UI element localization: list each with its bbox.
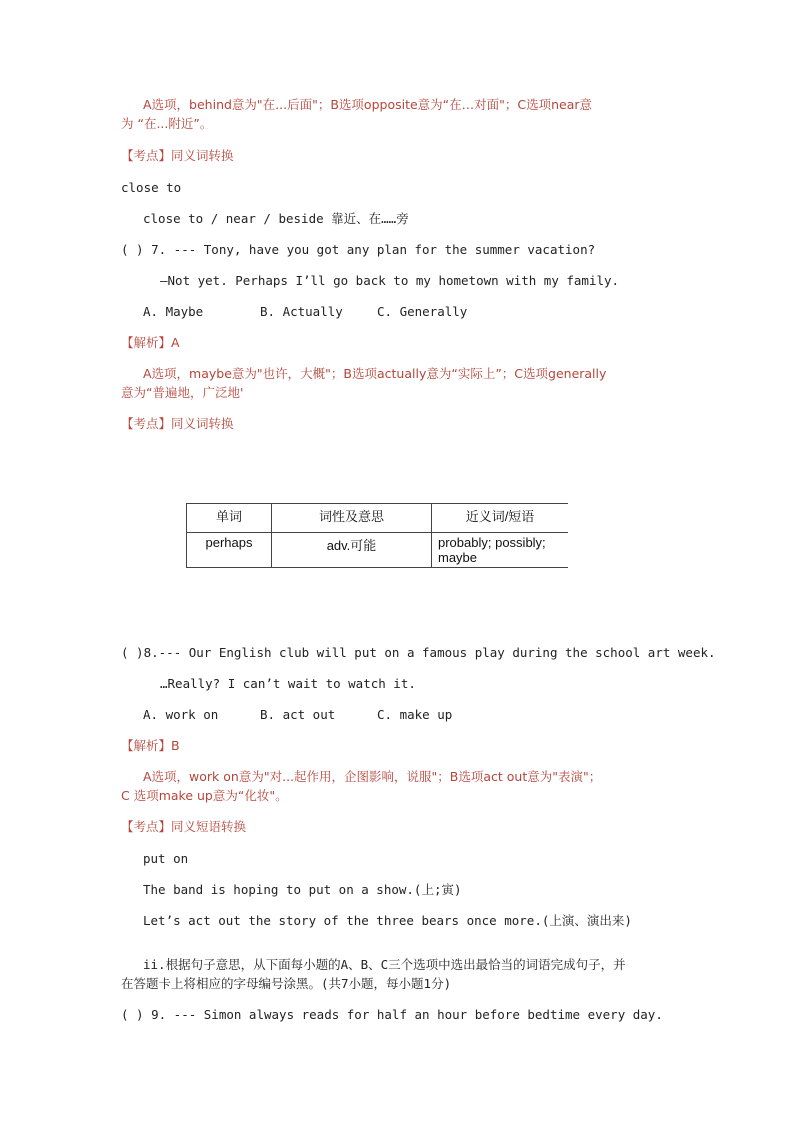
kaodian-label: 【考点】同义词转换 (121, 416, 234, 431)
example-sentence: Let’s act out the story of the three bears once more.(上演、演出来) (143, 913, 632, 928)
kaodian-label: 【考点】同义短语转换 (121, 819, 247, 834)
table-header-cell: 词性及意思 (272, 504, 432, 533)
option-b: B. act out (260, 707, 336, 722)
jiexi-label: 【解析】B (121, 738, 180, 753)
synonym-line: close to / near / beside 靠近、在……旁 (143, 211, 409, 226)
section-instruction: 在答题卡上将相应的字母编号涂黑。(共7小题，每小题1分) (121, 976, 452, 991)
explanation-line: A选项，maybe意为"也许，大概"；B选项actually意为“实际上”；C选项generally (143, 366, 607, 381)
explanation-line: A选项，behind意为"在...后面"；B选项opposite意为“在…对面"；C选项near意 (143, 97, 593, 112)
explanation-line: 为 “在...附近”。 (121, 116, 213, 131)
example-sentence: The band is hoping to put on a show.(上;寅) (143, 882, 462, 897)
table-cell: probably; possibly; maybe (432, 533, 569, 568)
explanation-line: 意为“普遍地，广泛地' (121, 385, 244, 400)
table-cell: perhaps (187, 533, 272, 568)
question-reply: …Really? I can’t wait to watch it. (160, 676, 416, 691)
section-instruction: ii.根据句子意思，从下面每小题的A、B、C三个选项中选出最恰当的词语完成句子，并 (143, 957, 626, 972)
table-header-cell: 近义词/短语 (432, 504, 569, 533)
table-header-cell: 单词 (187, 504, 272, 533)
table-cell: adv.可能 (272, 533, 432, 568)
explanation-line: C 选项make up意为“化妆"。 (121, 788, 288, 803)
keyword: close to (121, 180, 182, 195)
jiexi-label: 【解析】A (121, 335, 180, 350)
table-row (187, 533, 569, 568)
question-stem: ( ) 9. --- Simon always reads for half an hour before bedtime every day. (121, 1007, 663, 1022)
option-c: C. make up (377, 707, 453, 722)
option-a: A. Maybe (143, 304, 204, 319)
option-b: B. Actually (260, 304, 343, 319)
question-reply: —Not yet. Perhaps I’ll go back to my hometown with my family. (160, 273, 620, 288)
question-stem: ( ) 7. --- Tony, have you got any plan for the summer vacation? (121, 242, 596, 257)
keyword: put on (143, 851, 189, 866)
explanation-line: A选项，work on意为"对...起作用，企图影响，说服"；B选项act out意为"表演"； (143, 769, 602, 784)
vocab-table (186, 503, 568, 568)
kaodian-label: 【考点】同义词转换 (121, 148, 234, 163)
option-a: A. work on (143, 707, 219, 722)
option-c: C. Generally (377, 304, 468, 319)
table-header-row (187, 504, 569, 533)
question-stem: ( )8.--- Our English club will put on a famous play during the school art week. (121, 645, 716, 660)
